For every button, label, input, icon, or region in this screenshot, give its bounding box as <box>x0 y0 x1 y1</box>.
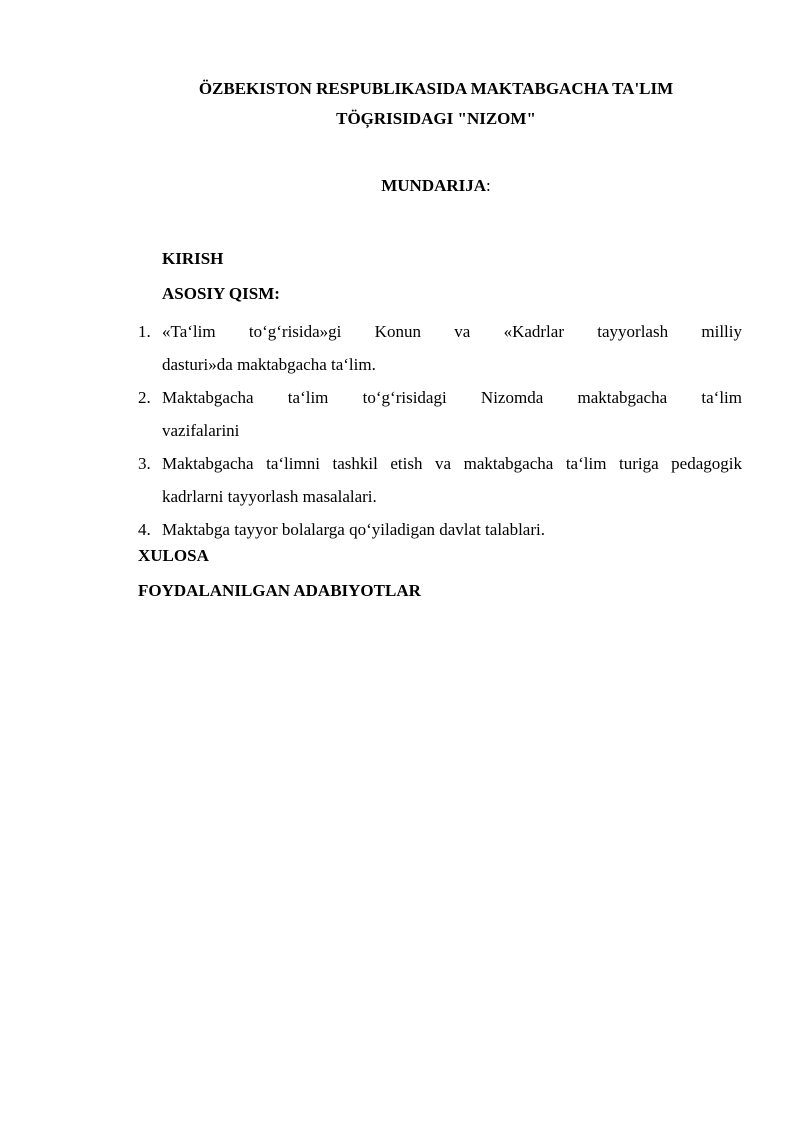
contents-heading-text: MUNDARIJA <box>381 176 487 195</box>
contents-item-text-line-1: «Ta‘lim to‘g‘risida»gi Konun va «Kadrlar tayyorlash milliy <box>162 322 742 341</box>
contents-heading <box>0 175 800 197</box>
contents-item-text-line-1: Maktabgacha ta‘lim to‘g‘risidagi Nizomda maktabgacha ta‘lim <box>162 388 742 407</box>
contents-item-2 <box>138 381 742 447</box>
contents-heading-colon: : <box>486 176 491 195</box>
contents-item-text-line-2: vazifalarini <box>162 421 240 440</box>
contents-item-number: 2. <box>138 388 151 407</box>
document-title-line-1: ÖZBEKISTON RESPUBLIKASIDA MAKTABGACHA TA'LIM <box>198 79 674 98</box>
contents-item-number: 3. <box>138 454 151 473</box>
contents-item-number: 4. <box>138 520 151 539</box>
section-references: FOYDALANILGAN ADABIYOTLAR <box>138 581 421 600</box>
contents-item-number: 1. <box>138 322 151 341</box>
contents-item-1 <box>138 315 742 381</box>
contents-item-4 <box>138 513 742 546</box>
contents-list <box>138 315 742 546</box>
document-title-line-2: TÖĢRISIDAGI "NIZOM" <box>336 109 536 128</box>
contents-item-text-line-2: dasturi»da maktabgacha ta‘lim. <box>162 355 376 374</box>
section-intro: KIRISH <box>162 249 224 268</box>
contents-item-text-line-1: Maktabgacha ta‘limni tashkil etish va maktabgacha ta‘lim turiga pedagogik <box>162 454 742 473</box>
contents-item-3 <box>138 447 742 513</box>
contents-item-text-line-1: Maktabga tayyor bolalarga qo‘yiladigan davlat talablari. <box>162 520 545 539</box>
section-main-part: ASOSIY QISM: <box>162 284 280 303</box>
contents-item-text-line-2: kadrlarni tayyorlash masalalari. <box>162 487 377 506</box>
section-conclusion: XULOSA <box>138 546 209 565</box>
